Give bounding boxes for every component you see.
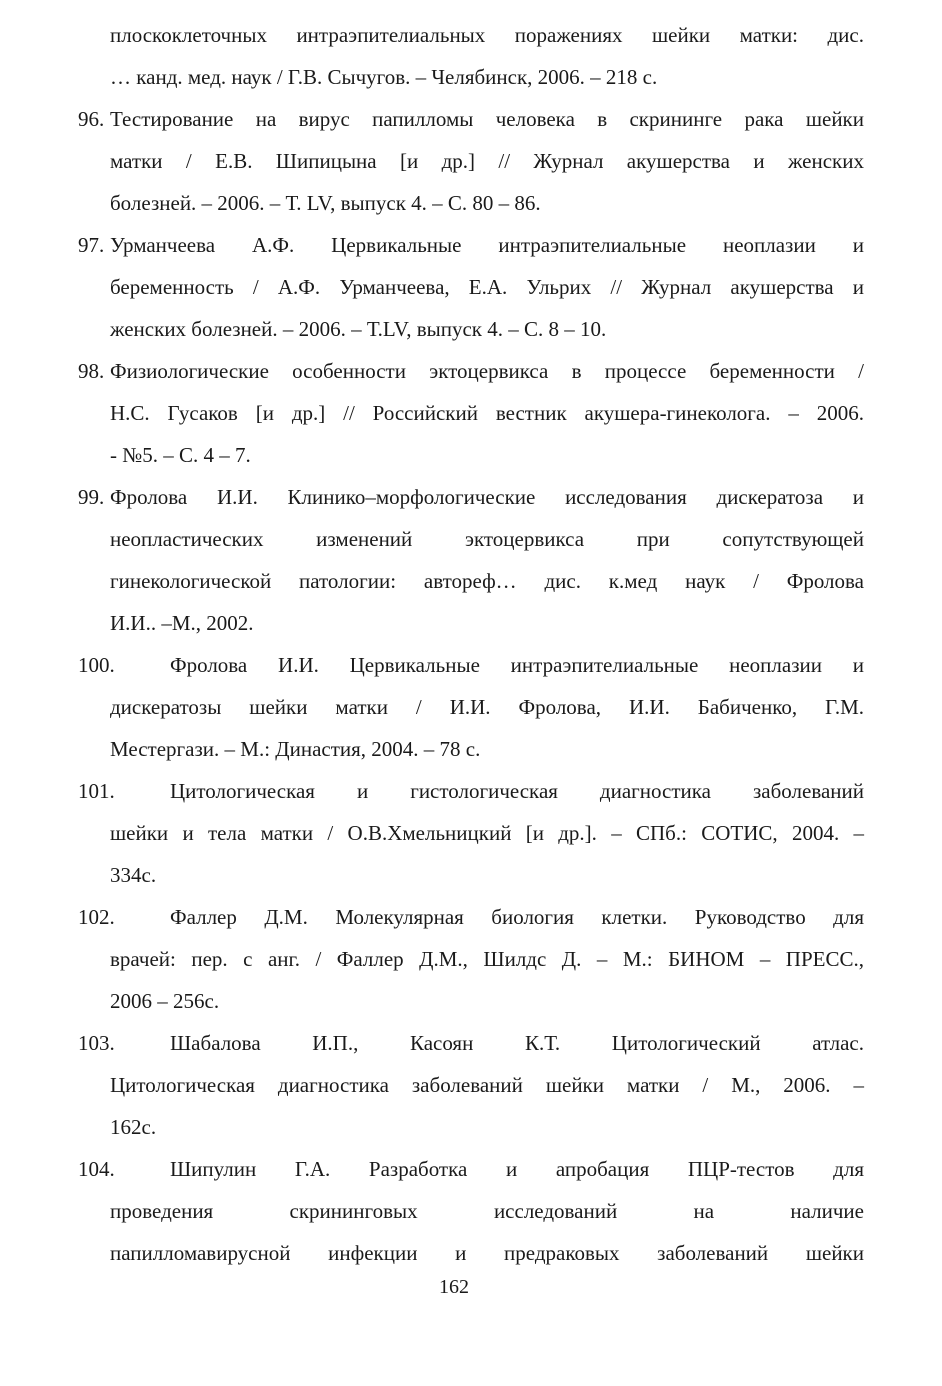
entry-103-number: 103. <box>78 1031 115 1055</box>
entry-99-line-3: гинекологической патологии: автореф… дис. к.мед наук / Фролова <box>110 569 864 593</box>
page-number: 162 <box>439 1276 469 1298</box>
entry-100-line-3: Местергази. – М.: Династия, 2004. – 78 с. <box>110 737 481 761</box>
entry-102-line-3: 2006 – 256с. <box>110 989 220 1013</box>
entry-102-number: 102. <box>78 905 115 929</box>
entry-0-line-2: … канд. мед. наук / Г.В. Сычугов. – Челябинск, 2006. – 218 с. <box>110 65 658 89</box>
entry-98-line-2: Н.С. Гусаков [и др.] // Российский вестник акушера-гинеколога. – 2006. <box>110 401 864 425</box>
entry-104-line-3: папилломавирусной инфекции и предраковых заболеваний шейки <box>110 1241 864 1265</box>
entry-97-line-3: женских болезней. – 2006. – Т.LV, выпуск 4. – С. 8 – 10. <box>110 317 607 341</box>
entry-96-number: 96. <box>78 107 105 131</box>
entry-103-line-3: 162с. <box>110 1115 157 1139</box>
entry-98-number: 98. <box>78 359 105 383</box>
entry-100-number: 100. <box>78 653 115 677</box>
entry-101-line-3: 334с. <box>110 863 157 887</box>
entry-97-number: 97. <box>78 233 105 257</box>
entry-104-number: 104. <box>78 1157 115 1181</box>
entry-97-line-2: беременность / А.Ф. Урманчеева, Е.А. Ульрих // Журнал акушерства и <box>110 275 864 299</box>
entry-97-line-1: Урманчеева А.Ф. Цервикальные интраэпителиальные неоплазии и <box>110 233 864 257</box>
entry-101-number: 101. <box>78 779 115 803</box>
entry-99-line-1: Фролова И.И. Клинико–морфологические исследования дискератоза и <box>110 485 864 509</box>
entry-103-line-2: Цитологическая диагностика заболеваний шейки матки / М., 2006. – <box>110 1073 864 1097</box>
entry-103-line-1: Шабалова И.П., Касоян К.Т. Цитологический атлас. <box>170 1031 864 1055</box>
entry-98-line-3: - №5. – С. 4 – 7. <box>110 443 251 467</box>
entry-102-line-2: врачей: пер. с анг. / Фаллер Д.М., Шилдс Д. – М.: БИНОМ – ПРЕСС., <box>110 947 864 971</box>
entry-99-line-2: неопластических изменений эктоцервикса при сопутствующей <box>110 527 864 551</box>
entry-100-line-2: дискератозы шейки матки / И.И. Фролова, И.И. Бабиченко, Г.М. <box>110 695 864 719</box>
entry-101-line-2: шейки и тела матки / О.В.Хмельницкий [и др.]. – СПб.: СОТИС, 2004. – <box>110 821 864 845</box>
entry-104-line-1: Шипулин Г.А. Разработка и апробация ПЦР-тестов для <box>170 1157 864 1181</box>
entry-96-line-3: болезней. – 2006. – Т. LV, выпуск 4. – С. 80 – 86. <box>110 191 541 215</box>
entry-99-number: 99. <box>78 485 105 509</box>
entry-104-line-2: проведения скрининговых исследований на наличие <box>110 1199 864 1223</box>
entry-102-line-1: Фаллер Д.М. Молекулярная биология клетки. Руководство для <box>170 905 864 929</box>
entry-101-line-1: Цитологическая и гистологическая диагностика заболеваний <box>170 779 864 803</box>
entry-98-line-1: Физиологические особенности эктоцервикса в процессе беременности / <box>110 359 864 383</box>
entry-96-line-1: Тестирование на вирус папилломы человека в скрининге рака шейки <box>110 107 864 131</box>
entry-96-line-2: матки / Е.В. Шипицына [и др.] // Журнал акушерства и женских <box>110 149 864 173</box>
entry-99-line-4: И.И.. –М., 2002. <box>110 611 254 635</box>
entry-100-line-1: Фролова И.И. Цервикальные интраэпителиальные неоплазии и <box>170 653 864 677</box>
entry-0-line-1: плоскоклеточных интраэпителиальных поражениях шейки матки: дис. <box>110 23 864 47</box>
